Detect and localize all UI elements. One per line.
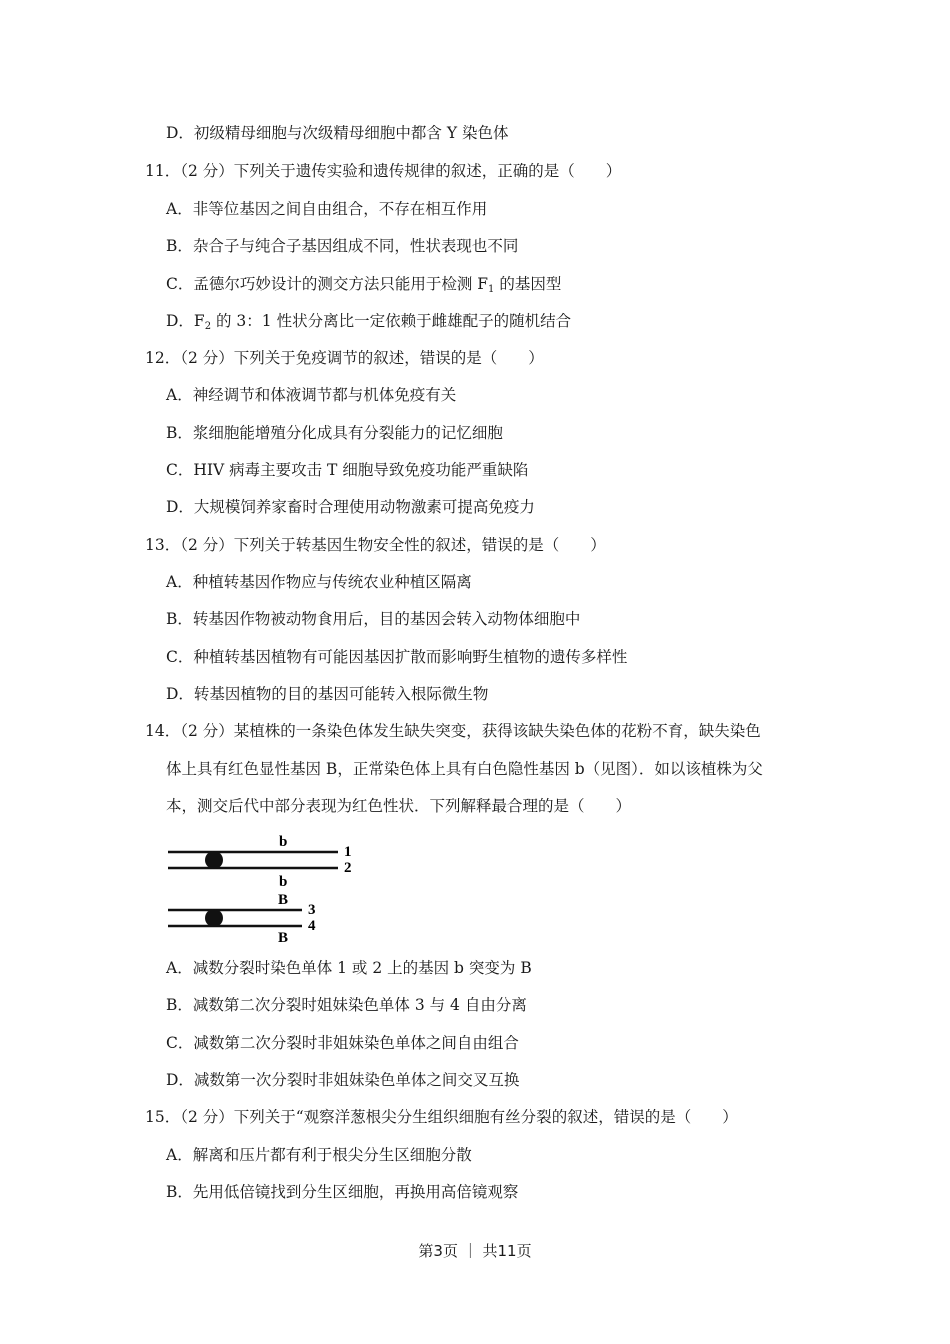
- q15-option-a: A．解离和压片都有利于根尖分生区细胞分散: [166, 1146, 472, 1164]
- label-1: 1: [344, 844, 352, 860]
- q10-option-d: D．初级精母细胞与次级精母细胞中都含 Y 染色体: [166, 124, 509, 142]
- q12-option-c: C．HIV 病毒主要攻击 T 细胞导致免疫功能严重缺陷: [166, 461, 529, 479]
- q15-option-b: B．先用低倍镜找到分生区细胞，再换用高倍镜观察: [166, 1183, 519, 1201]
- q14-stem-line2: 体上具有红色显性基因 B，正常染色体上具有白色隐性基因 b（见图）．如以该植株为父: [166, 760, 763, 778]
- centromere-top: [205, 851, 223, 869]
- q11-option-b: B．杂合子与纯合子基因组成不同，性状表现也不同: [166, 237, 519, 255]
- page-footer: 第3页 ｜ 共11页: [418, 1242, 532, 1260]
- q14-option-c: C．减数第二次分裂时非姐妹染色单体之间自由组合: [166, 1034, 519, 1052]
- q11-option-c: C．孟德尔巧妙设计的测交方法只能用于检测 $F_1$ 的基因型: [166, 275, 562, 295]
- q14-option-d: D．减数第一次分裂时非姐妹染色单体之间交叉互换: [166, 1071, 520, 1089]
- q11-option-a: A．非等位基因之间自由组合，不存在相互作用: [166, 200, 488, 218]
- q11-option-d: D．$F_2$ 的 3：1 性状分离比一定依赖于雌雄配子的随机结合: [166, 312, 572, 332]
- q13-option-b: B．转基因作物被动物食用后，目的基因会转入动物体细胞中: [166, 610, 581, 628]
- q13-option-c: C．种植转基因植物有可能因基因扩散而影响野生植物的遗传多样性: [166, 648, 628, 666]
- label-2: 2: [344, 860, 352, 876]
- label-3: 3: [308, 902, 316, 918]
- q14-option-b: B．减数第二次分裂时姐妹染色单体 3 与 4 自由分离: [166, 996, 527, 1014]
- gene-b-upper: b: [279, 834, 288, 850]
- q13-stem: 13．（2 分）下列关于转基因生物安全性的叙述，错误的是（ ）: [145, 536, 606, 554]
- label-4: 4: [308, 918, 316, 934]
- q14-option-a: A．减数分裂时染色单体 1 或 2 上的基因 b 突变为 B: [166, 959, 532, 977]
- q12-option-d: D．大规模饲养家畜时合理使用动物激素可提高免疫力: [166, 498, 535, 516]
- centromere-bottom: [205, 909, 223, 927]
- q14-stem-line3: 本，测交后代中部分表现为红色性状．下列解释最合理的是（ ）: [166, 797, 632, 815]
- gene-b-lower: b: [279, 874, 288, 890]
- q14-stem-line1: 14．（2 分）某植株的一条染色体发生缺失突变，获得该缺失染色体的花粉不育，缺失染色: [145, 722, 761, 740]
- q12-option-b: B．浆细胞能增殖分化成具有分裂能力的记忆细胞: [166, 424, 503, 442]
- q12-stem: 12．（2 分）下列关于免疫调节的叙述，错误的是（ ）: [145, 349, 544, 367]
- gene-B-upper: B: [278, 892, 289, 908]
- q15-stem: 15．（2 分）下列关于“观察洋葱根尖分生组织细胞有丝分裂的叙述，错误的是（ ）: [145, 1108, 738, 1126]
- gene-B-lower: B: [278, 930, 289, 945]
- chromosome-figure: [160, 830, 370, 945]
- q11-stem: 11．（2 分）下列关于遗传实验和遗传规律的叙述，正确的是（ ）: [145, 162, 622, 180]
- q12-option-a: A．神经调节和体液调节都与机体免疫有关: [166, 386, 457, 404]
- q13-option-d: D．转基因植物的目的基因可能转入根际微生物: [166, 685, 489, 703]
- q13-option-a: A．种植转基因作物应与传统农业种植区隔离: [166, 573, 472, 591]
